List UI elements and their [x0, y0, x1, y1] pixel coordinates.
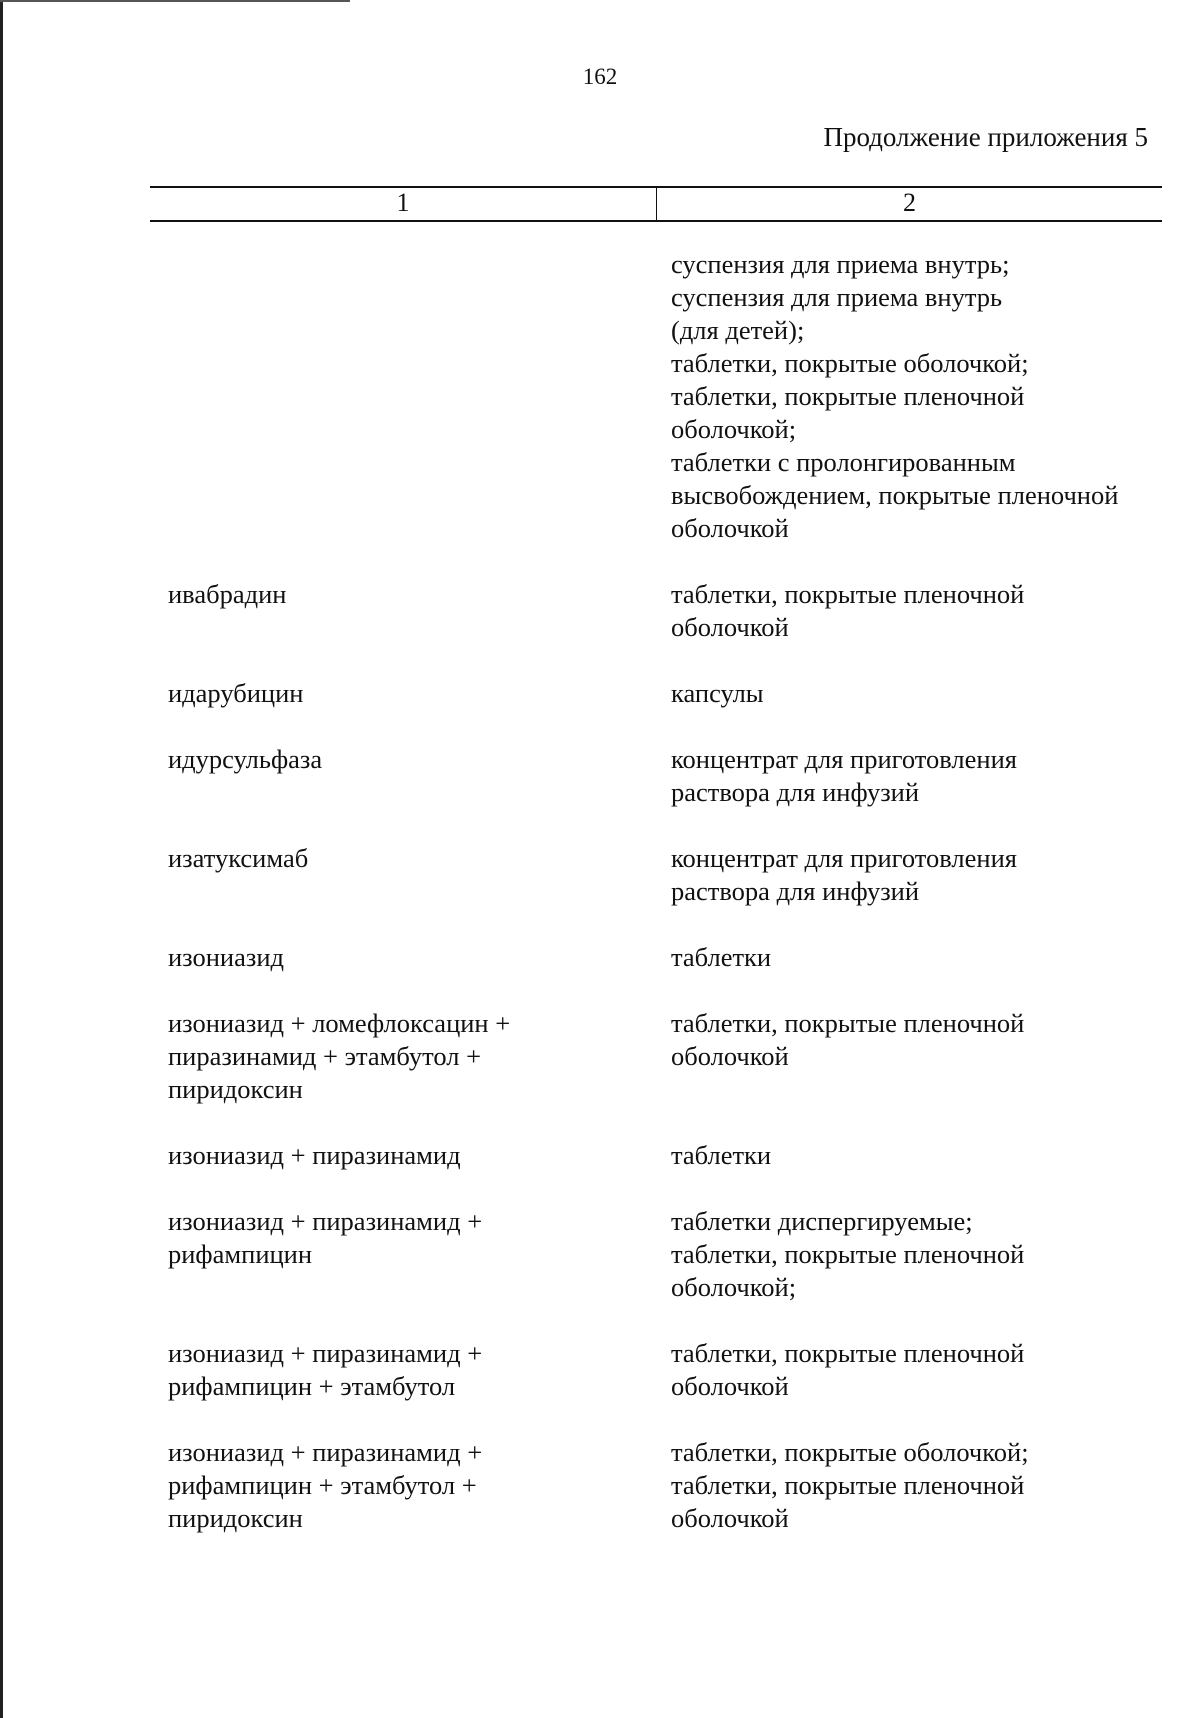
- header-column-1: 1: [150, 188, 657, 220]
- dosage-form-cell: [671, 842, 1168, 908]
- drug-name-cell: [168, 1007, 671, 1106]
- drug-name-cell: [168, 743, 671, 809]
- dosage-form-cell: [671, 941, 1168, 974]
- table-row: [168, 842, 1168, 908]
- dosage-form-line: оболочкой: [671, 1371, 789, 1401]
- table-row: [168, 578, 1168, 644]
- dosage-form-line: оболочкой: [671, 1503, 789, 1533]
- dosage-form-line: таблетки, покрытые пленочной: [671, 1239, 1025, 1269]
- dosage-form-line: оболочкой: [671, 612, 789, 642]
- dosage-form-line: оболочкой;: [671, 1272, 797, 1302]
- dosage-form-line: суспензия для приема внутрь;: [671, 249, 1010, 279]
- dosage-form-cell: [671, 743, 1168, 809]
- drug-name-cell: [168, 1436, 671, 1535]
- drug-name-cell: [168, 1205, 671, 1304]
- drug-name-line: идурсульфаза: [168, 744, 323, 774]
- dosage-form-line: таблетки, покрытые пленочной: [671, 579, 1025, 609]
- dosage-form-cell: [671, 248, 1168, 545]
- table-row: [168, 1007, 1168, 1106]
- dosage-form-line: концентрат для приготовления: [671, 843, 1017, 873]
- table-row: [168, 1436, 1168, 1535]
- scan-edge-top: [0, 0, 350, 2]
- page-number: 162: [582, 64, 618, 89]
- dosage-form-line: раствора для инфузий: [671, 876, 920, 906]
- dosage-form-line: таблетки, покрытые оболочкой;: [671, 348, 1029, 378]
- dosage-form-line: оболочкой: [671, 513, 789, 543]
- dosage-form-line: таблетки, покрытые пленочной: [671, 1008, 1025, 1038]
- table-body: [168, 248, 1168, 1568]
- drug-name-line: ивабрадин: [168, 579, 287, 609]
- scan-edge-left: [0, 0, 3, 1718]
- dosage-form-line: таблетки с пролонгированным: [671, 447, 1016, 477]
- drug-name-cell: [168, 1139, 671, 1172]
- drug-name-line: изониазид + пиразинамид: [168, 1140, 461, 1170]
- dosage-form-line: таблетки, покрытые оболочкой;: [671, 1437, 1029, 1467]
- drug-name-line: идарубицин: [168, 678, 304, 708]
- drug-name-line: изониазид + пиразинамид +: [168, 1206, 483, 1236]
- dosage-form-line: оболочкой;: [671, 414, 797, 444]
- table-row: [168, 1139, 1168, 1172]
- dosage-form-cell: [671, 578, 1168, 644]
- table-row: [168, 248, 1168, 545]
- drug-name-line: рифампицин + этамбутол: [168, 1371, 456, 1401]
- drug-name-line: изониазид: [168, 942, 285, 972]
- drug-name-line: изатуксимаб: [168, 843, 309, 873]
- drug-name-line: изониазид + пиразинамид +: [168, 1437, 483, 1467]
- drug-name-line: пиразинамид + этамбутол +: [168, 1041, 482, 1071]
- dosage-form-line: таблетки, покрытые пленочной: [671, 1470, 1025, 1500]
- drug-name-cell: [168, 1337, 671, 1403]
- drug-name-cell: [168, 578, 671, 644]
- table-row: [168, 941, 1168, 974]
- table-header: [150, 186, 1162, 222]
- drug-name-line: рифампицин + этамбутол +: [168, 1470, 477, 1500]
- dosage-form-line: концентрат для приготовления: [671, 744, 1017, 774]
- dosage-form-line: капсулы: [671, 678, 764, 708]
- dosage-form-line: высвобождением, покрытые пленочной: [671, 480, 1119, 510]
- dosage-form-cell: [671, 1337, 1168, 1403]
- drug-name-line: пиридоксин: [168, 1503, 303, 1533]
- drug-name-cell: [168, 842, 671, 908]
- table-row: [168, 1205, 1168, 1304]
- drug-name-line: рифампицин: [168, 1239, 313, 1269]
- dosage-form-cell: [671, 1139, 1168, 1172]
- dosage-form-cell: [671, 677, 1168, 710]
- drug-name-cell: [168, 677, 671, 710]
- dosage-form-line: (для детей);: [671, 315, 805, 345]
- dosage-form-line: таблетки, покрытые пленочной: [671, 381, 1025, 411]
- dosage-form-cell: [671, 1007, 1168, 1106]
- table-row: [168, 743, 1168, 809]
- drug-name-cell: [168, 941, 671, 974]
- table-row: [168, 1337, 1168, 1403]
- dosage-form-cell: [671, 1205, 1168, 1304]
- appendix-continuation-note: Продолжение приложения 5: [823, 122, 1148, 152]
- dosage-form-line: таблетки: [671, 1140, 772, 1170]
- dosage-form-cell: [671, 1436, 1168, 1535]
- dosage-form-line: раствора для инфузий: [671, 777, 920, 807]
- dosage-form-line: суспензия для приема внутрь: [671, 282, 1003, 312]
- drug-name-line: пиридоксин: [168, 1074, 303, 1104]
- drug-name-cell: [168, 248, 671, 545]
- table-row: [168, 677, 1168, 710]
- drug-name-line: изониазид + пиразинамид +: [168, 1338, 483, 1368]
- dosage-form-line: таблетки диспергируемые;: [671, 1206, 973, 1236]
- dosage-form-line: оболочкой: [671, 1041, 789, 1071]
- dosage-form-line: таблетки, покрытые пленочной: [671, 1338, 1025, 1368]
- header-column-2: 2: [903, 188, 916, 217]
- dosage-form-line: таблетки: [671, 942, 772, 972]
- drug-name-line: изониазид + ломефлоксацин +: [168, 1008, 511, 1038]
